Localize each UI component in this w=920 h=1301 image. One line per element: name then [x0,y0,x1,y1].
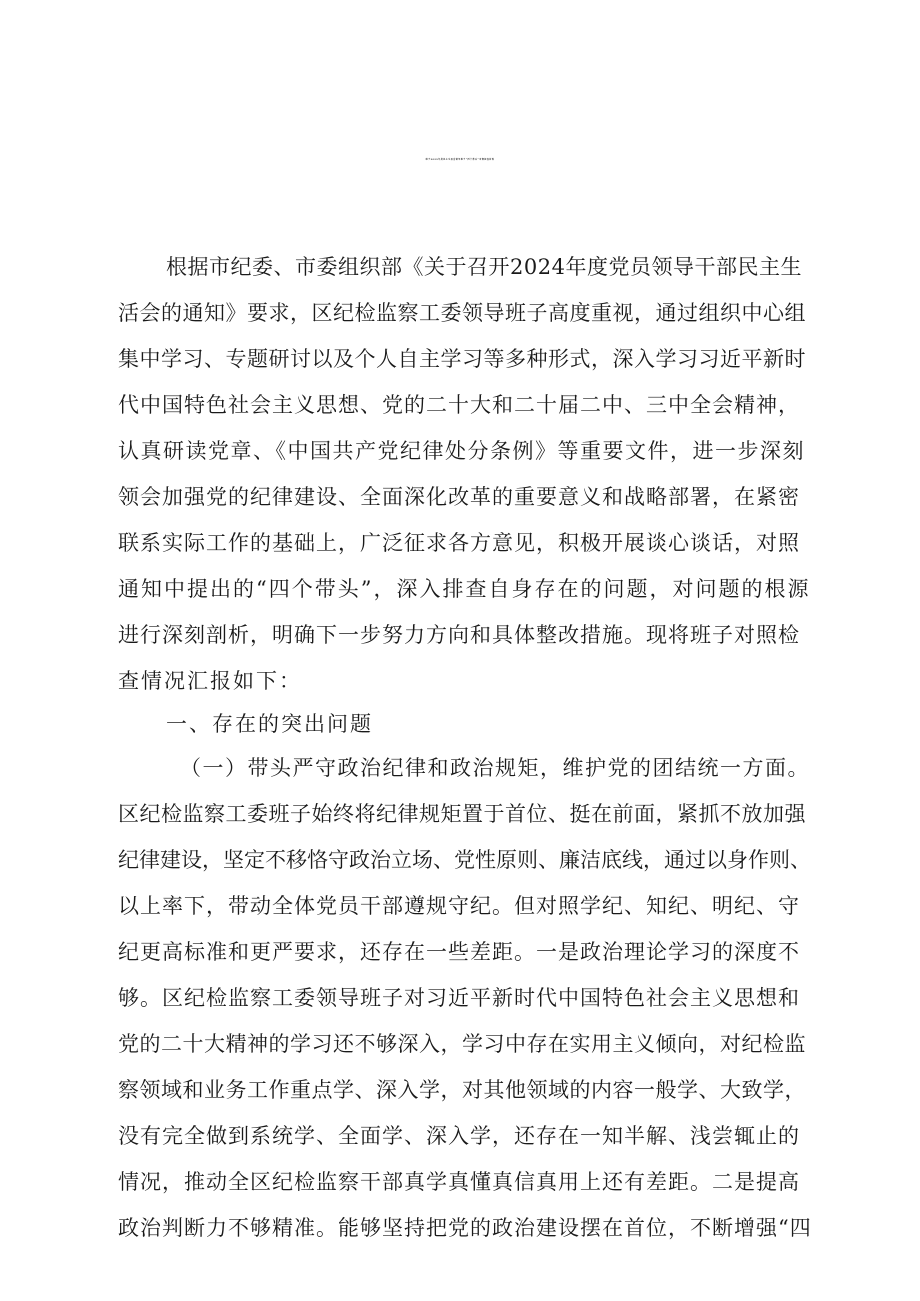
paragraph-line: 情况，推动全区纪检监察干部真学真懂真信真用上还有差距。二是提高 [118,1170,800,1194]
paragraph-line: 集中学习、专题研讨以及个人自主学习等多种形式，深入学习习近平新时 [118,347,806,371]
paragraph-line: 活会的通知》要求，区纪检监察工委领导班子高度重视，通过组织中心组 [118,301,806,325]
paragraph-line: 政治判断力不够精准。能够坚持把党的政治建设摆在首位，不断增强“四 [118,1216,812,1240]
paragraph-line: 认真研读党章、《中国共产党纪律处分条例》等重要文件，进一步深刻 [118,439,805,463]
paragraph-line: 纪更高标准和更严要求，还存在一些差距。一是政治理论学习的深度不 [118,940,800,964]
paragraph-line: 党的二十大精神的学习还不够深入，学习中存在实用主义倾向，对纪检监 [118,1032,806,1056]
paragraph-line: 通知中提出的“四个带头”，深入排查自身存在的问题，对问题的根源 [118,577,811,601]
section-heading: 一、存在的突出问题 [166,712,373,736]
paragraph-line: 领会加强党的纪律建设、全面深化改革的重要意义和战略部署，在紧密 [118,485,800,509]
paragraph-line: 没有完全做到系统学、全面学、深入学，还存在一知半解、浅尝辄止的 [118,1124,800,1148]
paragraph-line: 区纪检监察工委班子始终将纪律规矩置于首位、挺在前面，紧抓不放加强 [118,802,806,826]
subsection-heading: （一）带头严守政治纪律和政治规矩，维护党的团结统一方面。 [180,756,810,780]
paragraph-line: 根据市纪委、市委组织部《关于召开2024年度党员领导干部民主生 [166,255,802,279]
paragraph-line: 以上率下，带动全体党员干部遵规守纪。但对照学纪、知纪、明纪、守 [118,894,800,918]
paragraph-line: 查情况汇报如下： [118,669,302,693]
paragraph-line: 进行深刻剖析，明确下一步努力方向和具体整改措施。现将班子对照检 [118,623,800,647]
paragraph-line: 纪律建设，坚定不移恪守政治立场、党性原则、廉洁底线，通过以身作则、 [118,848,811,872]
paragraph-line: 联系实际工作的基础上，广泛征求各方意见，积极开展谈心谈话，对照 [118,531,800,555]
paragraph-line: 代中国特色社会主义思想、党的二十大和二十届二中、三中全会精神， [118,393,800,417]
paragraph-line: 够。区纪检监察工委领导班子对习近平新时代中国特色社会主义思想和 [118,986,800,1010]
document-title: 班子2025年度民主生活会领导班子“四个带头”对照检查材料 [425,159,495,161]
paragraph-line: 察领域和业务工作重点学、深入学，对其他领域的内容一般学、大致学， [118,1078,806,1102]
